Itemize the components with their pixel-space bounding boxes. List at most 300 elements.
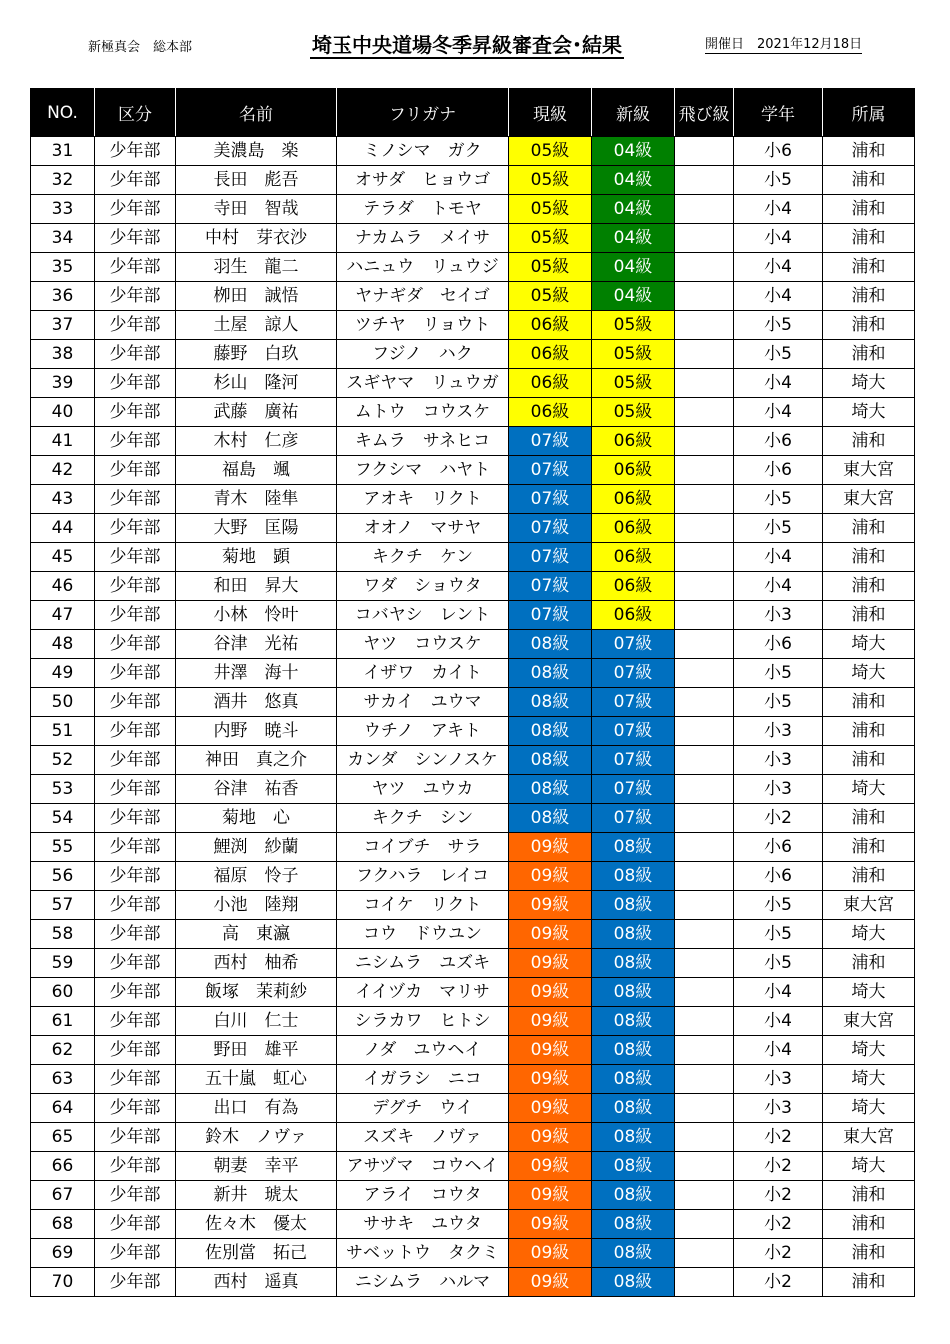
cell-kana: フジノ ハク: [337, 340, 509, 369]
cell-name: 小池 陸翔: [176, 891, 337, 920]
col-header-name: 名前: [176, 89, 337, 137]
table-row: [31, 775, 915, 804]
cell-skip-grade: [675, 949, 734, 978]
cell-new-grade: 06級: [592, 427, 675, 456]
table-row: [31, 862, 915, 891]
cell-name: 佐々木 優太: [176, 1210, 337, 1239]
table-row: [31, 1152, 915, 1181]
cell-current-grade: 09級: [509, 949, 592, 978]
col-header-school-year: 学年: [734, 89, 823, 137]
cell-new-grade: 08級: [592, 1036, 675, 1065]
cell-current-grade: 05級: [509, 224, 592, 253]
cell-current-grade: 08級: [509, 804, 592, 833]
cell-name: 小林 怜叶: [176, 601, 337, 630]
cell-current-grade: 05級: [509, 282, 592, 311]
cell-kana: キクチ ケン: [337, 543, 509, 572]
cell-new-grade: 04級: [592, 137, 675, 166]
cell-current-grade: 07級: [509, 601, 592, 630]
cell-current-grade: 08級: [509, 775, 592, 804]
cell-dojo: 浦和: [823, 804, 915, 833]
table-row: [31, 1239, 915, 1268]
cell-current-grade: 06級: [509, 369, 592, 398]
cell-name: 中村 芽衣沙: [176, 224, 337, 253]
cell-new-grade: 05級: [592, 311, 675, 340]
cell-name: 西村 遥真: [176, 1268, 337, 1297]
cell-division: 少年部: [95, 1239, 176, 1268]
cell-no: 67: [31, 1181, 95, 1210]
cell-no: 32: [31, 166, 95, 195]
cell-no: 45: [31, 543, 95, 572]
cell-skip-grade: [675, 1007, 734, 1036]
table-row: [31, 1123, 915, 1152]
cell-skip-grade: [675, 282, 734, 311]
cell-new-grade: 08級: [592, 978, 675, 1007]
cell-school-year: 小6: [734, 456, 823, 485]
cell-new-grade: 06級: [592, 514, 675, 543]
cell-dojo: 埼大: [823, 659, 915, 688]
cell-current-grade: 08級: [509, 630, 592, 659]
cell-division: 少年部: [95, 1268, 176, 1297]
cell-kana: イザワ カイト: [337, 659, 509, 688]
cell-no: 59: [31, 949, 95, 978]
page-title: 埼玉中央道場冬季昇級審査会･結果: [312, 33, 622, 57]
cell-new-grade: 07級: [592, 717, 675, 746]
cell-new-grade: 07級: [592, 804, 675, 833]
cell-dojo: 浦和: [823, 253, 915, 282]
cell-new-grade: 08級: [592, 1123, 675, 1152]
cell-division: 少年部: [95, 1094, 176, 1123]
cell-dojo: 東大宮: [823, 456, 915, 485]
table-row: [31, 166, 915, 195]
cell-division: 少年部: [95, 1210, 176, 1239]
cell-division: 少年部: [95, 1123, 176, 1152]
cell-school-year: 小2: [734, 804, 823, 833]
cell-division: 少年部: [95, 949, 176, 978]
cell-kana: サカイ ユウマ: [337, 688, 509, 717]
cell-new-grade: 06級: [592, 485, 675, 514]
table-row: [31, 224, 915, 253]
cell-division: 少年部: [95, 862, 176, 891]
cell-new-grade: 06級: [592, 572, 675, 601]
table-row: [31, 891, 915, 920]
table-row: [31, 543, 915, 572]
cell-skip-grade: [675, 746, 734, 775]
cell-no: 38: [31, 340, 95, 369]
cell-skip-grade: [675, 833, 734, 862]
cell-no: 68: [31, 1210, 95, 1239]
cell-current-grade: 09級: [509, 833, 592, 862]
cell-current-grade: 08級: [509, 746, 592, 775]
cell-kana: キムラ サネヒコ: [337, 427, 509, 456]
cell-kana: ノダ ユウヘイ: [337, 1036, 509, 1065]
cell-no: 48: [31, 630, 95, 659]
cell-new-grade: 08級: [592, 833, 675, 862]
cell-school-year: 小3: [734, 746, 823, 775]
cell-kana: デグチ ウイ: [337, 1094, 509, 1123]
col-header-kana: フリガナ: [337, 89, 509, 137]
cell-kana: アサヅマ コウヘイ: [337, 1152, 509, 1181]
cell-kana: ニシムラ ユズキ: [337, 949, 509, 978]
cell-kana: テラダ トモヤ: [337, 195, 509, 224]
cell-name: 神田 真之介: [176, 746, 337, 775]
cell-division: 少年部: [95, 427, 176, 456]
cell-name: 栁田 誠悟: [176, 282, 337, 311]
cell-dojo: 浦和: [823, 688, 915, 717]
cell-dojo: 埼大: [823, 1152, 915, 1181]
cell-kana: フクハラ レイコ: [337, 862, 509, 891]
cell-name: 木村 仁彦: [176, 427, 337, 456]
cell-kana: サベットウ タクミ: [337, 1239, 509, 1268]
cell-name: 土屋 諒人: [176, 311, 337, 340]
cell-name: 寺田 智哉: [176, 195, 337, 224]
cell-division: 少年部: [95, 833, 176, 862]
cell-school-year: 小6: [734, 137, 823, 166]
cell-school-year: 小2: [734, 1123, 823, 1152]
cell-new-grade: 08級: [592, 891, 675, 920]
cell-division: 少年部: [95, 253, 176, 282]
cell-new-grade: 07級: [592, 688, 675, 717]
cell-school-year: 小4: [734, 224, 823, 253]
cell-skip-grade: [675, 1268, 734, 1297]
cell-skip-grade: [675, 195, 734, 224]
cell-division: 少年部: [95, 630, 176, 659]
table-row: [31, 1181, 915, 1210]
cell-skip-grade: [675, 717, 734, 746]
cell-school-year: 小4: [734, 282, 823, 311]
cell-dojo: 浦和: [823, 195, 915, 224]
cell-name: 長田 彪吾: [176, 166, 337, 195]
cell-kana: ムトウ コウスケ: [337, 398, 509, 427]
cell-school-year: 小5: [734, 311, 823, 340]
cell-division: 少年部: [95, 369, 176, 398]
cell-name: 福島 颯: [176, 456, 337, 485]
cell-skip-grade: [675, 1094, 734, 1123]
cell-no: 46: [31, 572, 95, 601]
cell-current-grade: 09級: [509, 1152, 592, 1181]
cell-new-grade: 07級: [592, 659, 675, 688]
table-row: [31, 195, 915, 224]
cell-current-grade: 09級: [509, 1036, 592, 1065]
cell-new-grade: 08級: [592, 1268, 675, 1297]
cell-new-grade: 08級: [592, 920, 675, 949]
table-row: [31, 630, 915, 659]
cell-name: 佐別當 拓己: [176, 1239, 337, 1268]
cell-name: 鯉渕 紗蘭: [176, 833, 337, 862]
cell-dojo: 浦和: [823, 224, 915, 253]
cell-school-year: 小3: [734, 1065, 823, 1094]
cell-division: 少年部: [95, 1181, 176, 1210]
cell-skip-grade: [675, 630, 734, 659]
cell-kana: イイヅカ マリサ: [337, 978, 509, 1007]
cell-school-year: 小5: [734, 949, 823, 978]
cell-name: 朝妻 幸平: [176, 1152, 337, 1181]
cell-school-year: 小6: [734, 427, 823, 456]
cell-kana: ウチノ アキト: [337, 717, 509, 746]
cell-new-grade: 08級: [592, 1065, 675, 1094]
cell-dojo: 埼大: [823, 1094, 915, 1123]
cell-current-grade: 07級: [509, 456, 592, 485]
table-row: [31, 804, 915, 833]
cell-no: 70: [31, 1268, 95, 1297]
cell-name: 青木 陸隼: [176, 485, 337, 514]
cell-current-grade: 09級: [509, 1123, 592, 1152]
cell-new-grade: 07級: [592, 775, 675, 804]
cell-skip-grade: [675, 340, 734, 369]
cell-no: 43: [31, 485, 95, 514]
cell-skip-grade: [675, 572, 734, 601]
cell-name: 大野 匡陽: [176, 514, 337, 543]
cell-new-grade: 07級: [592, 746, 675, 775]
cell-dojo: 埼大: [823, 978, 915, 1007]
cell-dojo: 埼大: [823, 1036, 915, 1065]
cell-no: 44: [31, 514, 95, 543]
table-row: [31, 717, 915, 746]
table-row: [31, 1268, 915, 1297]
cell-kana: イガラシ ニコ: [337, 1065, 509, 1094]
cell-skip-grade: [675, 311, 734, 340]
cell-skip-grade: [675, 137, 734, 166]
cell-skip-grade: [675, 485, 734, 514]
cell-name: 野田 雄平: [176, 1036, 337, 1065]
cell-school-year: 小4: [734, 1036, 823, 1065]
cell-kana: カンダ シンノスケ: [337, 746, 509, 775]
cell-no: 58: [31, 920, 95, 949]
cell-dojo: 浦和: [823, 717, 915, 746]
cell-kana: アライ コウタ: [337, 1181, 509, 1210]
cell-school-year: 小5: [734, 166, 823, 195]
cell-name: 谷津 光祐: [176, 630, 337, 659]
cell-kana: アオキ リクト: [337, 485, 509, 514]
cell-kana: スギヤマ リュウガ: [337, 369, 509, 398]
cell-new-grade: 08級: [592, 949, 675, 978]
cell-current-grade: 09級: [509, 862, 592, 891]
cell-skip-grade: [675, 456, 734, 485]
cell-school-year: 小4: [734, 253, 823, 282]
table-body: [31, 137, 915, 1297]
cell-kana: フクシマ ハヤト: [337, 456, 509, 485]
cell-skip-grade: [675, 920, 734, 949]
table-row: [31, 920, 915, 949]
cell-division: 少年部: [95, 456, 176, 485]
cell-name: 飯塚 茉莉紗: [176, 978, 337, 1007]
cell-school-year: 小2: [734, 1152, 823, 1181]
cell-skip-grade: [675, 891, 734, 920]
cell-school-year: 小5: [734, 340, 823, 369]
cell-name: 新井 琥太: [176, 1181, 337, 1210]
cell-no: 36: [31, 282, 95, 311]
cell-new-grade: 08級: [592, 1007, 675, 1036]
cell-school-year: 小5: [734, 920, 823, 949]
table-row: [31, 746, 915, 775]
cell-new-grade: 06級: [592, 601, 675, 630]
cell-current-grade: 06級: [509, 311, 592, 340]
cell-no: 61: [31, 1007, 95, 1036]
cell-current-grade: 09級: [509, 1210, 592, 1239]
cell-kana: ササキ ユウタ: [337, 1210, 509, 1239]
cell-skip-grade: [675, 659, 734, 688]
cell-no: 69: [31, 1239, 95, 1268]
cell-current-grade: 09級: [509, 1181, 592, 1210]
col-header-current-grade: 現級: [509, 89, 592, 137]
cell-new-grade: 08級: [592, 1239, 675, 1268]
cell-current-grade: 09級: [509, 978, 592, 1007]
cell-school-year: 小2: [734, 1239, 823, 1268]
cell-dojo: 浦和: [823, 862, 915, 891]
cell-dojo: 浦和: [823, 746, 915, 775]
cell-current-grade: 08級: [509, 717, 592, 746]
cell-dojo: 浦和: [823, 311, 915, 340]
cell-current-grade: 06級: [509, 398, 592, 427]
cell-current-grade: 08級: [509, 659, 592, 688]
cell-division: 少年部: [95, 717, 176, 746]
cell-kana: ヤツ ユウカ: [337, 775, 509, 804]
cell-dojo: 埼大: [823, 775, 915, 804]
table-row: [31, 1036, 915, 1065]
cell-new-grade: 05級: [592, 398, 675, 427]
cell-current-grade: 08級: [509, 688, 592, 717]
cell-division: 少年部: [95, 1036, 176, 1065]
cell-skip-grade: [675, 1181, 734, 1210]
cell-kana: スズキ ノヴァ: [337, 1123, 509, 1152]
cell-school-year: 小5: [734, 485, 823, 514]
cell-division: 少年部: [95, 1152, 176, 1181]
cell-current-grade: 09級: [509, 1065, 592, 1094]
cell-dojo: 埼大: [823, 1065, 915, 1094]
cell-kana: ミノシマ ガク: [337, 137, 509, 166]
cell-skip-grade: [675, 398, 734, 427]
cell-dojo: 埼大: [823, 398, 915, 427]
cell-kana: シラカワ ヒトシ: [337, 1007, 509, 1036]
cell-division: 少年部: [95, 282, 176, 311]
cell-school-year: 小6: [734, 833, 823, 862]
cell-division: 少年部: [95, 920, 176, 949]
cell-division: 少年部: [95, 224, 176, 253]
cell-dojo: 浦和: [823, 340, 915, 369]
table-row: [31, 1210, 915, 1239]
cell-no: 52: [31, 746, 95, 775]
cell-new-grade: 04級: [592, 166, 675, 195]
cell-new-grade: 08級: [592, 1210, 675, 1239]
cell-name: 鈴木 ノヴァ: [176, 1123, 337, 1152]
cell-dojo: 埼大: [823, 369, 915, 398]
cell-new-grade: 04級: [592, 195, 675, 224]
cell-no: 42: [31, 456, 95, 485]
table-row: [31, 601, 915, 630]
cell-current-grade: 07級: [509, 514, 592, 543]
cell-school-year: 小6: [734, 862, 823, 891]
cell-dojo: 浦和: [823, 1268, 915, 1297]
cell-name: 高 東瀛: [176, 920, 337, 949]
cell-dojo: 東大宮: [823, 891, 915, 920]
cell-name: 和田 昇大: [176, 572, 337, 601]
cell-skip-grade: [675, 804, 734, 833]
event-date: 開催日 2021年12月18日: [705, 37, 863, 52]
cell-name: 武藤 廣祐: [176, 398, 337, 427]
cell-school-year: 小6: [734, 630, 823, 659]
cell-dojo: 浦和: [823, 543, 915, 572]
cell-school-year: 小2: [734, 1181, 823, 1210]
cell-no: 64: [31, 1094, 95, 1123]
table-row: [31, 311, 915, 340]
cell-skip-grade: [675, 253, 734, 282]
cell-kana: ハニュウ リュウジ: [337, 253, 509, 282]
cell-school-year: 小4: [734, 543, 823, 572]
cell-new-grade: 06級: [592, 456, 675, 485]
cell-name: 出口 有為: [176, 1094, 337, 1123]
cell-current-grade: 05級: [509, 195, 592, 224]
cell-new-grade: 08級: [592, 862, 675, 891]
cell-division: 少年部: [95, 514, 176, 543]
cell-no: 37: [31, 311, 95, 340]
cell-dojo: 東大宮: [823, 1007, 915, 1036]
cell-name: 菊地 顕: [176, 543, 337, 572]
cell-name: 菊地 心: [176, 804, 337, 833]
cell-new-grade: 04級: [592, 282, 675, 311]
cell-dojo: 浦和: [823, 949, 915, 978]
table-row: [31, 688, 915, 717]
cell-name: 白川 仁士: [176, 1007, 337, 1036]
cell-skip-grade: [675, 1152, 734, 1181]
cell-current-grade: 07級: [509, 572, 592, 601]
cell-current-grade: 09級: [509, 891, 592, 920]
table-row: [31, 456, 915, 485]
cell-no: 47: [31, 601, 95, 630]
cell-division: 少年部: [95, 340, 176, 369]
cell-dojo: 浦和: [823, 1210, 915, 1239]
cell-no: 57: [31, 891, 95, 920]
cell-school-year: 小2: [734, 1210, 823, 1239]
cell-dojo: 浦和: [823, 1181, 915, 1210]
cell-name: 羽生 龍二: [176, 253, 337, 282]
cell-current-grade: 07級: [509, 485, 592, 514]
table-row: [31, 949, 915, 978]
cell-dojo: 東大宮: [823, 1123, 915, 1152]
cell-dojo: 浦和: [823, 1239, 915, 1268]
table-row: [31, 659, 915, 688]
cell-name: 藤野 白玖: [176, 340, 337, 369]
cell-division: 少年部: [95, 891, 176, 920]
cell-no: 50: [31, 688, 95, 717]
table-row: [31, 340, 915, 369]
cell-no: 49: [31, 659, 95, 688]
cell-no: 53: [31, 775, 95, 804]
cell-school-year: 小4: [734, 572, 823, 601]
table-row: [31, 1094, 915, 1123]
cell-current-grade: 09級: [509, 1239, 592, 1268]
cell-no: 60: [31, 978, 95, 1007]
cell-no: 40: [31, 398, 95, 427]
cell-school-year: 小5: [734, 891, 823, 920]
table-row: [31, 282, 915, 311]
cell-name: 杉山 隆河: [176, 369, 337, 398]
cell-skip-grade: [675, 862, 734, 891]
cell-new-grade: 07級: [592, 630, 675, 659]
cell-no: 41: [31, 427, 95, 456]
organization-name: 新極真会 総本部: [88, 40, 193, 55]
table-row: [31, 137, 915, 166]
cell-school-year: 小4: [734, 978, 823, 1007]
cell-skip-grade: [675, 688, 734, 717]
cell-dojo: 浦和: [823, 137, 915, 166]
cell-school-year: 小4: [734, 369, 823, 398]
cell-current-grade: 05級: [509, 253, 592, 282]
table-row: [31, 253, 915, 282]
cell-dojo: 埼大: [823, 920, 915, 949]
table-row: [31, 1007, 915, 1036]
cell-skip-grade: [675, 166, 734, 195]
table-row: [31, 427, 915, 456]
cell-kana: キクチ シン: [337, 804, 509, 833]
